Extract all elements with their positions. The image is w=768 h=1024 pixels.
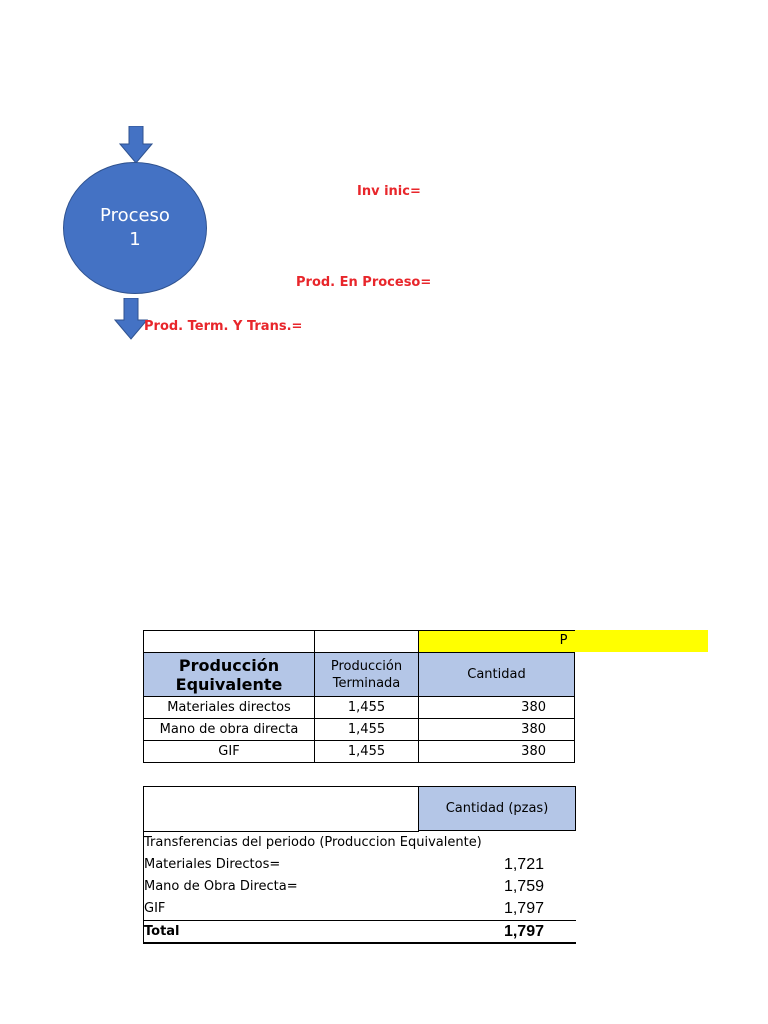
total-bottom-border	[143, 942, 576, 944]
table-row: GIF 1,797	[144, 900, 544, 917]
table-row: Materiales Directos= 1,721	[144, 856, 544, 873]
process-circle	[63, 162, 207, 294]
table-spacer-row	[144, 631, 575, 653]
header-produccion-equivalente: Producción Equivalente	[144, 653, 315, 697]
header-produccion-terminada: Producción Terminada	[315, 653, 419, 697]
prod-term-trans-label: Prod. Term. Y Trans.=	[144, 319, 303, 334]
transferencias-title: Transferencias del periodo (Produccion Equivalente)	[144, 835, 482, 850]
yellow-header-band: P	[419, 630, 708, 652]
inv-inic-label: Inv inic=	[357, 184, 421, 199]
table-row: Materiales directos 1,455 380	[144, 697, 575, 719]
process-label-line2: 1	[129, 229, 141, 250]
produccion-equivalente-table	[143, 630, 575, 763]
process-label-line1: Proceso	[100, 205, 170, 226]
table-row: Mano de Obra Directa= 1,759	[144, 878, 544, 895]
cantidad-pzas-header: Cantidad (pzas)	[418, 786, 576, 831]
header-cantidad: Cantidad	[419, 653, 575, 697]
total-value: 1,797	[503, 923, 544, 940]
table-header-row	[144, 653, 575, 697]
total-label: Total	[144, 924, 180, 939]
prod-en-proceso-label: Prod. En Proceso=	[296, 275, 432, 290]
table-row: Mano de obra directa 1,455 380	[144, 719, 575, 741]
transferencias-empty-header-cell	[143, 786, 419, 832]
transferencias-title-row	[144, 832, 576, 854]
table-row: GIF 1,455 380	[144, 741, 575, 763]
arrow-into-process-icon	[119, 126, 153, 164]
arrow-out-of-process-icon	[114, 298, 148, 340]
total-row	[144, 921, 576, 943]
